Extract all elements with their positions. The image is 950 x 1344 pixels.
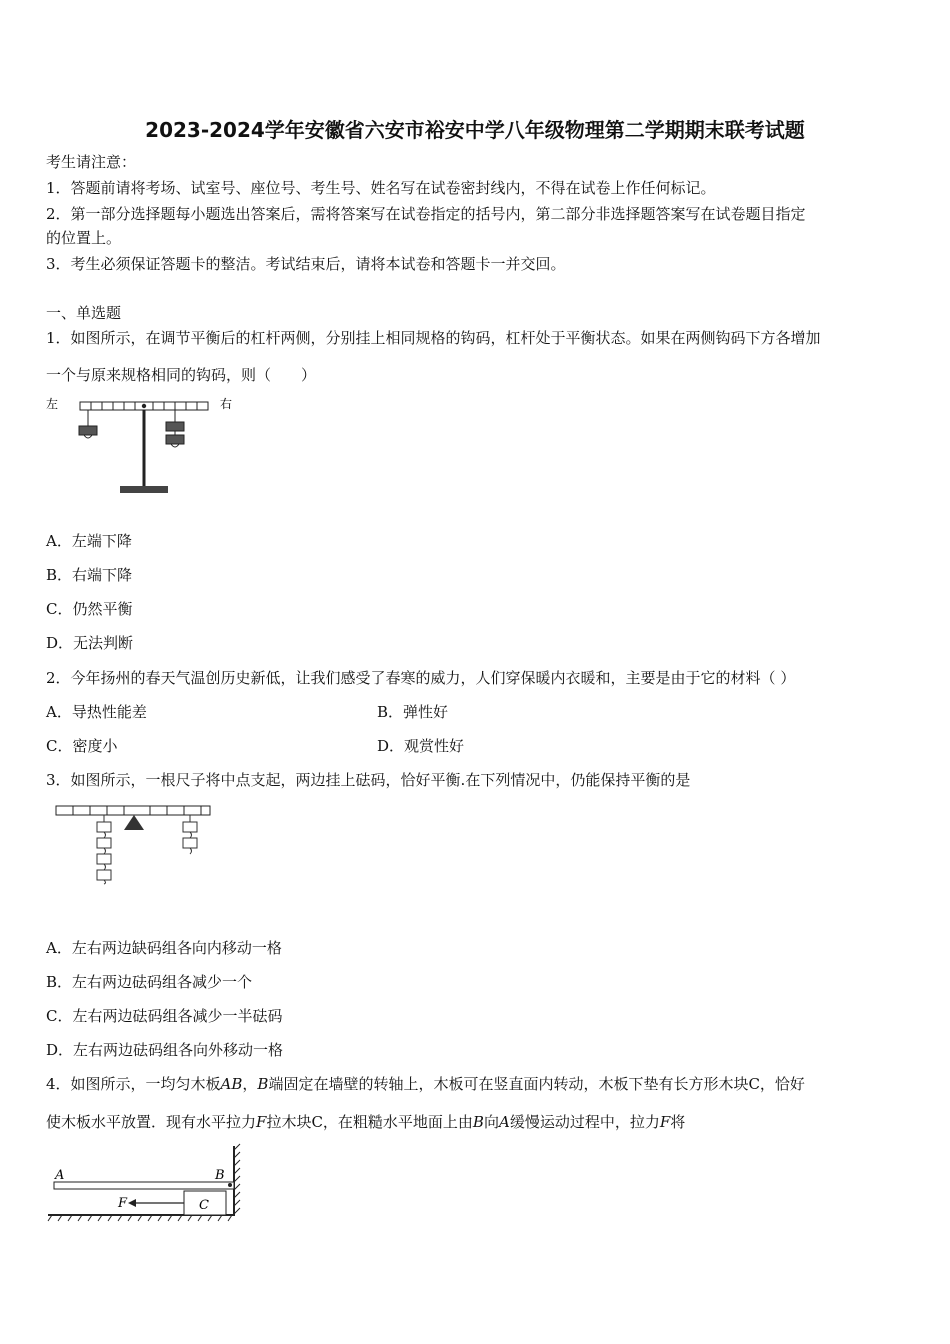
q3-stem: 3．如图所示，一根尺子将中点支起，两边挂上砝码，恰好平衡.在下列情况中，仍能保持平衡的是 (46, 771, 691, 789)
q1-option-a: A．左端下降 (46, 532, 132, 550)
q4-fig-label-b: B (215, 1168, 225, 1183)
q4-stem-text: 缓慢运动过程中，拉力 (509, 1113, 660, 1131)
q4-stem-line2 (46, 1113, 685, 1131)
q1-option-c: C．仍然平衡 (46, 600, 133, 618)
q4-fig-label-c: C (199, 1198, 209, 1213)
q4-var-a: A (498, 1113, 510, 1131)
lever-pivot (142, 404, 146, 408)
q4-stem-text: 拉木块C，在粗糙水平地面上由 (266, 1113, 473, 1131)
q1-label-right: 右 (220, 397, 233, 411)
q2-option-b: B．弹性好 (377, 703, 449, 721)
q4-stem-text: 使木板水平放置．现有水平拉力 (46, 1113, 257, 1131)
q2-option-c: C．密度小 (46, 737, 118, 755)
page-title: 2023-2024学年安徽省六安市裕安中学八年级物理第二学期期末联考试题 (145, 118, 805, 142)
ruler-fulcrum (124, 815, 144, 830)
q1-option-d: D．无法判断 (46, 634, 134, 652)
q4-var-ab: AB (220, 1075, 243, 1093)
notice-item-2-line2: 的位置上。 (46, 229, 122, 247)
q4-board-figure (44, 1142, 244, 1224)
board-ab (54, 1182, 234, 1189)
hinge-b (228, 1183, 232, 1187)
q4-fig-label-f: F (118, 1196, 128, 1211)
notice-item-2-line1: 2．第一部分选择题每小题选出答案后，需将答案写在试卷指定的括号内，第二部分非选择题答案写在试卷题目指定 (46, 205, 806, 223)
q4-var-f: F (659, 1113, 671, 1131)
q4-stem-text: 将 (670, 1113, 686, 1131)
q4-fig-label-a: A (55, 1168, 65, 1183)
q1-option-b: B．右端下降 (46, 566, 133, 584)
ruler-beam (56, 806, 210, 815)
q3-ruler-figure (52, 800, 217, 900)
notice-heading: 考生请注意： (46, 153, 137, 171)
q4-var-b: B (257, 1075, 269, 1093)
q2-option-d: D．观赏性好 (377, 737, 465, 755)
section-heading: 一、单选题 (46, 304, 122, 322)
q2-option-a: A．导热性能差 (46, 703, 147, 721)
q4-stem-text: 向 (483, 1113, 499, 1131)
right-hook-weights (166, 410, 184, 447)
q1-lever-figure (40, 392, 250, 504)
q3-option-d: D．左右两边砝码组各向外移动一格 (46, 1041, 284, 1059)
right-weight-stack (183, 815, 197, 854)
q1-stem-line2: 一个与原来规格相同的钩码，则（ ） (46, 366, 317, 384)
q4-var-b: B (472, 1113, 484, 1131)
left-weight-stack (97, 815, 111, 884)
q4-stem-text: ， (242, 1075, 258, 1093)
left-hook-weights (79, 410, 97, 438)
notice-item-3: 3．考生必须保证答题卡的整洁。考试结束后，请将本试卷和答题卡一并交回。 (46, 255, 566, 273)
q4-stem-text: 端固定在墙壁的转轴上，木板可在竖直面内转动，木板下垫有长方形木块C，恰好 (268, 1075, 805, 1093)
q1-stem-line1: 1．如图所示，在调节平衡后的杠杆两侧，分别挂上相同规格的钩码，杠杆处于平衡状态。如果在两侧钩码下方各增加 (46, 329, 821, 347)
q4-var-f: F (256, 1113, 267, 1131)
q4-stem-text: 4．如图所示，一均匀木板 (46, 1075, 221, 1093)
notice-item-1: 1．答题前请将考场、试室号、座位号、考生号、姓名写在试卷密封线内，不得在试卷上作任何标记。 (46, 179, 716, 197)
q3-option-b: B．左右两边砝码组各减少一个 (46, 973, 253, 991)
q3-option-a: A．左右两边缺码组各向内移动一格 (46, 939, 282, 957)
lever-stand-base (120, 486, 168, 493)
q4-stem-line1 (46, 1075, 805, 1093)
q1-label-left: 左 (46, 397, 59, 411)
q2-stem: 2．今年扬州的春天气温创历史新低，让我们感受了春寒的威力，人们穿保暖内衣暖和，主要是由于它的材料（ ） (46, 669, 796, 687)
q3-option-c: C．左右两边砝码组各减少一半砝码 (46, 1007, 283, 1025)
